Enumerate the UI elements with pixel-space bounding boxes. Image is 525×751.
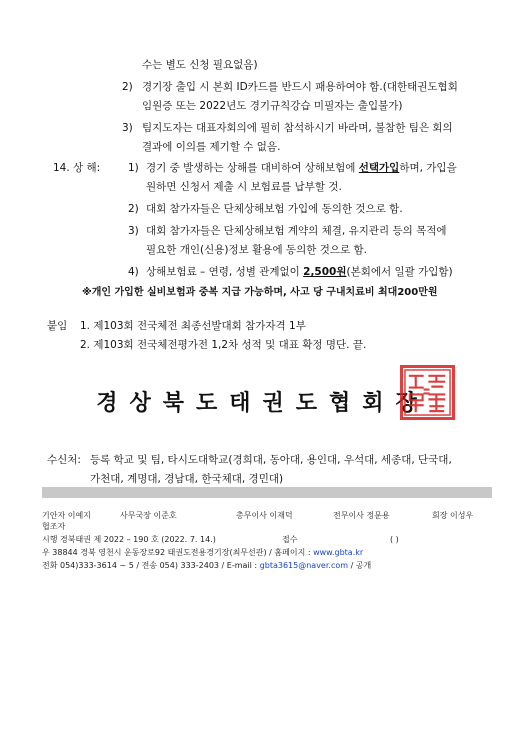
insurance-item-2-number: 2)	[128, 203, 139, 215]
drafter: 기안자 이예지	[42, 511, 91, 520]
insurance-fee-amount: 2,500원	[303, 266, 347, 278]
insurance-item-1-text-a: 경기 중 발생하는 상해를 대비하여 상해보험에	[146, 162, 359, 174]
homepage-link[interactable]: www.gbta.kr	[313, 548, 364, 557]
insurance-item-3-continuation: 필요한 개인(신용)정보 활용에 동의한 것으로 함.	[146, 244, 367, 256]
insurance-item-3-number: 3)	[128, 225, 139, 237]
insurance-item-1-continuation: 원하면 신청서 제출 시 보험료를 납부할 것.	[146, 181, 342, 193]
chairman: 회장 이성우	[432, 511, 474, 520]
secretary-general: 사무국장 이준호	[120, 511, 177, 520]
insurance-item-2: 대회 참가자들은 단체상해보험 가입에 동의한 것으로 함.	[146, 203, 403, 215]
attachments-label: 붙임	[47, 320, 68, 332]
contact-text: 전화 054)333-3614 ~ 5 / 전송 054) 333-2403 / E-mail :	[42, 561, 260, 570]
disclosure-status: / 공개	[348, 561, 372, 570]
insurance-item-3: 대회 참가자들은 단체상해보험 계약의 체결, 유지관리 등의 목적에	[146, 225, 447, 237]
enforcement-number: 시행 경북태권 제 2022 – 190 호 (2022. 7. 14.)	[42, 535, 216, 544]
attachment-1: 1. 제103회 전국체전 최종선발대회 참가자격 1부	[80, 320, 306, 332]
address	[42, 547, 363, 558]
insurance-item-4-number: 4)	[128, 266, 139, 278]
item-2-text: 경기장 출입 시 본회 ID카드를 반드시 패용하여야 함.(대한태권도협회	[142, 81, 458, 93]
receipt-number: ( )	[390, 535, 399, 544]
email-link[interactable]: gbta3615@naver.com	[259, 561, 349, 570]
item-3-text: 팀지도자는 대표자회의에 필히 참석하시기 바라며, 불참한 팀은 회의	[142, 122, 453, 134]
insurance-optional-highlight: 선택가입	[358, 162, 400, 174]
official-seal-graphic	[403, 368, 452, 417]
receipt-label: 접수	[282, 535, 298, 544]
cooperator: 협조자	[42, 522, 66, 531]
official-seal-icon	[400, 365, 455, 420]
insurance-item-1-text-c: 하며, 가입을	[399, 162, 457, 174]
insurance-section-label: 14. 상 해:	[53, 162, 101, 174]
recipients-line-2: 가천대, 계명대, 경남대, 한국체대, 경민대)	[90, 473, 284, 485]
contact	[42, 560, 371, 571]
item-3-number: 3)	[122, 122, 133, 134]
insurance-item-1	[146, 161, 457, 175]
address-text: 우 38844 경북 영천시 운동장로92 태권도전용경기장(최무선관) / 홈페이지 :	[42, 548, 314, 557]
divider-bar	[42, 487, 492, 498]
insurance-notice: ※개인 가입한 실비보험과 중복 지급 가능하며, 사고 당 구내치료비 최대200만원	[82, 287, 438, 298]
organization-signature: 경상북도태권도협회장	[96, 391, 429, 416]
executive-director: 전무이사 정문용	[333, 511, 390, 520]
insurance-item-1-number: 1)	[128, 162, 139, 174]
recipients-line-1: 등록 학교 및 팀, 타시도대학교(경희대, 동아대, 용인대, 우석대, 세종대, 단국대,	[90, 454, 452, 466]
item-2-continuation: 임원증 또는 2022년도 경기규칙강습 미필자는 출입불가)	[142, 100, 403, 112]
general-affairs-director: 총무이사 이재덕	[236, 511, 293, 520]
item-1-continuation: 수는 별도 신청 필요없음)	[142, 59, 258, 71]
insurance-item-4	[146, 265, 453, 279]
insurance-fee-note: (본회에서 일괄 가입함)	[346, 266, 453, 278]
item-3-continuation: 결과에 이의를 제기할 수 없음.	[142, 141, 281, 153]
insurance-fee-label: 상해보험료 – 연령, 성별 관계없이	[146, 266, 304, 278]
attachment-2: 2. 제103회 전국체전평가전 1,2차 성적 및 대표 확정 명단. 끝.	[80, 339, 367, 351]
item-2-number: 2)	[122, 81, 133, 93]
recipients-label: 수신처:	[47, 454, 81, 466]
